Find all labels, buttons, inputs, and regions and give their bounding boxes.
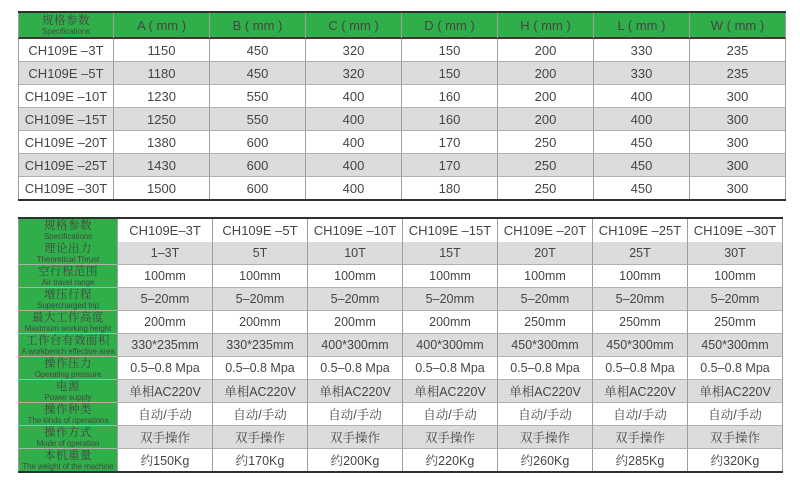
spec-label-cell [18, 265, 118, 288]
table-row [18, 242, 783, 265]
table-row [18, 288, 783, 311]
value-cell: 400 [306, 154, 402, 177]
value-cell: 100mm [498, 265, 593, 288]
value-cell: 0.5–0.8 Mpa [213, 357, 308, 380]
value-cell: 1150 [114, 39, 210, 62]
value-cell: 150 [402, 62, 498, 85]
value-cell: 235 [690, 62, 786, 85]
spec-label-en: The weight of the machine [22, 461, 114, 471]
spec-label-en: Specifications [42, 26, 90, 36]
value-cell: 双手操作 [403, 426, 498, 449]
value-cell: 200mm [308, 311, 403, 334]
value-cell: 550 [210, 85, 306, 108]
table-row [18, 154, 786, 177]
value-cell: 双手操作 [688, 426, 783, 449]
value-cell: 20T [498, 242, 593, 265]
value-cell: 200 [498, 108, 594, 131]
spec-column-header: W ( mm ) [690, 13, 786, 39]
table-row [18, 219, 783, 242]
dims-body [18, 39, 786, 199]
value-cell: 自动/手动 [593, 403, 688, 426]
value-cell: 450*300mm [688, 334, 783, 357]
value-cell: 自动/手动 [213, 403, 308, 426]
value-cell: 约200Kg [308, 449, 403, 471]
spec-label-cell [18, 242, 118, 265]
value-cell: 5–20mm [593, 288, 688, 311]
value-cell: 320 [306, 62, 402, 85]
value-cell: 600 [210, 131, 306, 154]
value-cell: 400 [306, 108, 402, 131]
model-cell: CH109E –10T [18, 85, 114, 108]
value-cell: 5–20mm [688, 288, 783, 311]
spec-label-cell [18, 357, 118, 380]
model-header-cell: CH109E –25T [593, 219, 688, 242]
spec-label-cn: 电源 [56, 380, 80, 393]
value-cell: 1500 [114, 177, 210, 199]
value-cell: 约170Kg [213, 449, 308, 471]
value-cell: 100mm [688, 265, 783, 288]
value-cell: 400*300mm [308, 334, 403, 357]
value-cell: 330*235mm [213, 334, 308, 357]
value-cell: 180 [402, 177, 498, 199]
spec-column-header: A ( mm ) [114, 13, 210, 39]
model-header-cell: CH109E –30T [688, 219, 783, 242]
model-header-cell: CH109E –5T [213, 219, 308, 242]
model-header-cell: CH109E –10T [308, 219, 403, 242]
value-cell: 400 [306, 85, 402, 108]
value-cell: 25T [593, 242, 688, 265]
value-cell: 1230 [114, 85, 210, 108]
value-cell: 300 [690, 108, 786, 131]
value-cell: 单相AC220V [308, 380, 403, 403]
value-cell: 双手操作 [498, 426, 593, 449]
value-cell: 0.5–0.8 Mpa [688, 357, 783, 380]
value-cell: 5–20mm [118, 288, 213, 311]
value-cell: 200mm [118, 311, 213, 334]
params-head [18, 219, 783, 242]
spec-label-cell [18, 449, 118, 471]
table-row [18, 357, 783, 380]
dimensions-table [18, 11, 786, 201]
model-cell: CH109E –3T [18, 39, 114, 62]
value-cell: 1430 [114, 154, 210, 177]
value-cell: 300 [690, 177, 786, 199]
spec-label-en: Theoretical Thrust [36, 254, 100, 264]
spec-label-cn: 规格参数 [44, 220, 92, 232]
value-cell: 400 [594, 108, 690, 131]
spec-label-cn: 操作种类 [44, 403, 92, 416]
spec-column-header: H ( mm ) [498, 13, 594, 39]
value-cell: 150 [402, 39, 498, 62]
value-cell: 400 [594, 85, 690, 108]
value-cell: 200 [498, 85, 594, 108]
value-cell: 双手操作 [593, 426, 688, 449]
value-cell: 0.5–0.8 Mpa [403, 357, 498, 380]
model-cell: CH109E –5T [18, 62, 114, 85]
value-cell: 200 [498, 39, 594, 62]
spec-label-cell [18, 403, 118, 426]
value-cell: 约260Kg [498, 449, 593, 471]
spec-column-header: D ( mm ) [402, 13, 498, 39]
table-row [18, 449, 783, 471]
spec-label-en: Air travel range [41, 277, 95, 287]
table-row [18, 311, 783, 334]
value-cell: 0.5–0.8 Mpa [498, 357, 593, 380]
table-row [18, 131, 786, 154]
spec-label-cell [18, 288, 118, 311]
value-cell: 250 [498, 131, 594, 154]
value-cell: 单相AC220V [688, 380, 783, 403]
value-cell: 250mm [593, 311, 688, 334]
value-cell: 330*235mm [118, 334, 213, 357]
table-row [18, 426, 783, 449]
value-cell: 5–20mm [308, 288, 403, 311]
model-cell: CH109E –25T [18, 154, 114, 177]
spec-label-en: The kinds of operations [27, 415, 109, 425]
value-cell: 200mm [403, 311, 498, 334]
table-row [18, 265, 783, 288]
value-cell: 0.5–0.8 Mpa [118, 357, 213, 380]
value-cell: 单相AC220V [118, 380, 213, 403]
value-cell: 160 [402, 85, 498, 108]
value-cell: 10T [308, 242, 403, 265]
spec-label-cn: 最大工作高度 [32, 311, 104, 324]
spec-label-en: Operating pressure [34, 369, 102, 379]
table-row [18, 177, 786, 199]
spec-label-en: Specifications [44, 232, 92, 241]
table-row [18, 13, 786, 39]
value-cell: 100mm [593, 265, 688, 288]
spec-label-cn: 操作压力 [44, 357, 92, 370]
value-cell: 100mm [118, 265, 213, 288]
value-cell: 330 [594, 39, 690, 62]
value-cell: 双手操作 [118, 426, 213, 449]
model-header-cell: CH109E –15T [403, 219, 498, 242]
table-row [18, 334, 783, 357]
value-cell: 1380 [114, 131, 210, 154]
value-cell: 自动/手动 [498, 403, 593, 426]
value-cell: 300 [690, 154, 786, 177]
value-cell: 自动/手动 [403, 403, 498, 426]
value-cell: 550 [210, 108, 306, 131]
value-cell: 400 [306, 177, 402, 199]
value-cell: 约150Kg [118, 449, 213, 471]
table-row [18, 108, 786, 131]
spec-label-cell [18, 219, 118, 242]
value-cell: 自动/手动 [688, 403, 783, 426]
value-cell: 15T [403, 242, 498, 265]
value-cell: 约320Kg [688, 449, 783, 471]
value-cell: 单相AC220V [593, 380, 688, 403]
value-cell: 5T [213, 242, 308, 265]
value-cell: 1180 [114, 62, 210, 85]
value-cell: 30T [688, 242, 783, 265]
value-cell: 160 [402, 108, 498, 131]
value-cell: 600 [210, 177, 306, 199]
value-cell: 5–20mm [498, 288, 593, 311]
value-cell: 450*300mm [498, 334, 593, 357]
spec-label-cell [18, 311, 118, 334]
value-cell: 100mm [308, 265, 403, 288]
spec-column-header: B ( mm ) [210, 13, 306, 39]
value-cell: 双手操作 [308, 426, 403, 449]
value-cell: 235 [690, 39, 786, 62]
value-cell: 320 [306, 39, 402, 62]
params-body [18, 242, 783, 471]
spec-label-cn: 空行程范围 [38, 265, 98, 278]
value-cell: 300 [690, 85, 786, 108]
model-cell: CH109E –20T [18, 131, 114, 154]
spec-label-cell [18, 380, 118, 403]
dims-head [18, 13, 786, 39]
value-cell: 双手操作 [213, 426, 308, 449]
value-cell: 5–20mm [213, 288, 308, 311]
value-cell: 5–20mm [403, 288, 498, 311]
value-cell: 300 [690, 131, 786, 154]
value-cell: 450 [210, 39, 306, 62]
table-row [18, 380, 783, 403]
value-cell: 1250 [114, 108, 210, 131]
value-cell: 100mm [213, 265, 308, 288]
spec-label-en: Mode of operation [36, 438, 100, 448]
value-cell: 单相AC220V [498, 380, 593, 403]
value-cell: 400*300mm [403, 334, 498, 357]
value-cell: 450*300mm [593, 334, 688, 357]
model-cell: CH109E –15T [18, 108, 114, 131]
spec-label-en: A workbench effective area [21, 346, 115, 356]
value-cell: 170 [402, 154, 498, 177]
table-row [18, 85, 786, 108]
value-cell: 250 [498, 154, 594, 177]
value-cell: 0.5–0.8 Mpa [593, 357, 688, 380]
spec-label-en: Supercharged trip [37, 300, 99, 310]
value-cell: 600 [210, 154, 306, 177]
spec-label-en: Power supply [44, 392, 92, 402]
value-cell: 250 [498, 177, 594, 199]
value-cell: 170 [402, 131, 498, 154]
value-cell: 单相AC220V [213, 380, 308, 403]
value-cell: 400 [306, 131, 402, 154]
value-cell: 330 [594, 62, 690, 85]
table-row [18, 39, 786, 62]
spec-label-cn: 本机重量 [44, 449, 92, 462]
spec-label-cell [18, 426, 118, 449]
value-cell: 450 [594, 131, 690, 154]
table-row [18, 403, 783, 426]
model-header-cell: CH109E –20T [498, 219, 593, 242]
spec-label-en: Maximum working height [24, 323, 112, 333]
value-cell: 450 [594, 154, 690, 177]
value-cell: 约285Kg [593, 449, 688, 471]
spec-label-cell [18, 334, 118, 357]
value-cell: 100mm [403, 265, 498, 288]
spec-column-header: L ( mm ) [594, 13, 690, 39]
spec-label-cn: 规格参数 [42, 14, 90, 27]
value-cell: 单相AC220V [403, 380, 498, 403]
value-cell: 200mm [213, 311, 308, 334]
value-cell: 200 [498, 62, 594, 85]
spec-label-cn: 增压行程 [44, 288, 92, 301]
value-cell: 450 [210, 62, 306, 85]
spec-label-cn: 操作方式 [44, 426, 92, 439]
value-cell: 约220Kg [403, 449, 498, 471]
value-cell: 250mm [498, 311, 593, 334]
value-cell: 0.5–0.8 Mpa [308, 357, 403, 380]
model-cell: CH109E –30T [18, 177, 114, 199]
value-cell: 250mm [688, 311, 783, 334]
parameters-table [18, 217, 783, 473]
value-cell: 1–3T [118, 242, 213, 265]
spec-column-header: C ( mm ) [306, 13, 402, 39]
spec-label-cell [18, 13, 114, 39]
model-header-cell: CH109E–3T [118, 219, 213, 242]
value-cell: 自动/手动 [308, 403, 403, 426]
spec-label-cn: 理论出力 [44, 242, 92, 255]
spec-label-cn: 工作台有效面积 [26, 334, 110, 347]
value-cell: 450 [594, 177, 690, 199]
value-cell: 自动/手动 [118, 403, 213, 426]
table-row [18, 62, 786, 85]
